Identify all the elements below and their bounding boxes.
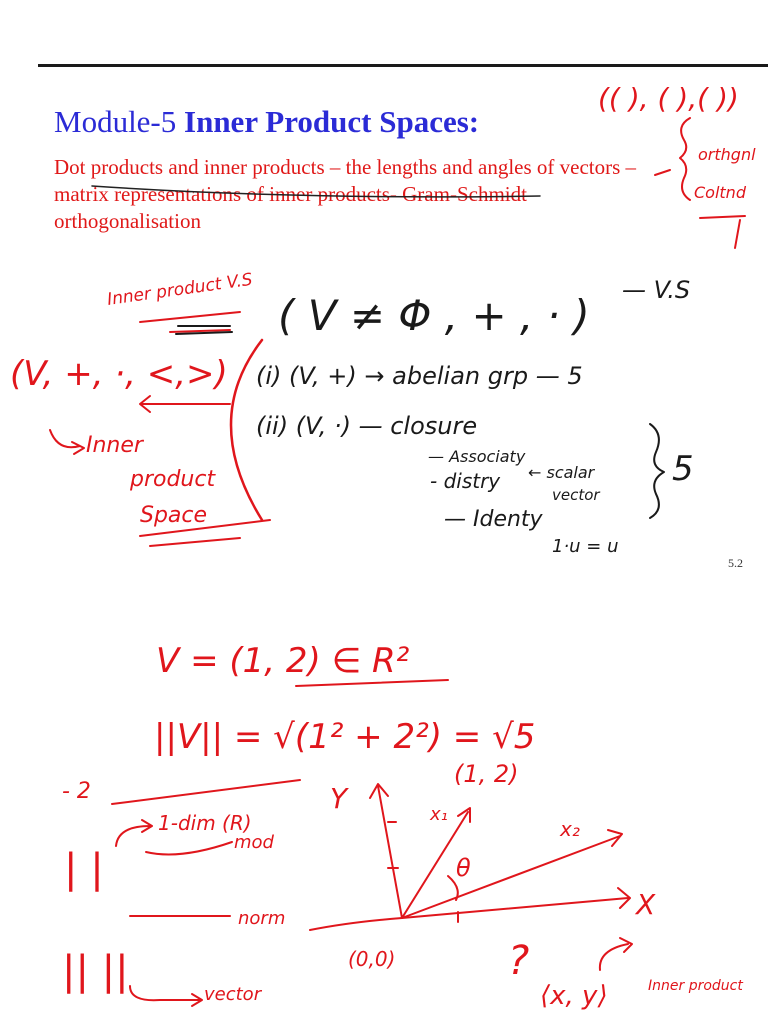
- anno-inner-prod: Inner product: [648, 978, 743, 994]
- slide-subtitle: Dot products and inner products – the lengths and angles of vectors – matrix representations of inner products- Gram-Schmidt orthogonalisation: [54, 155, 637, 233]
- anno-x2: x₂: [560, 817, 580, 841]
- title-prefix: Module-5: [54, 104, 185, 139]
- dash-line: [112, 780, 300, 804]
- anno-closure: (ii) (V, ·) — closure: [256, 412, 478, 440]
- anno-x1: x₁: [430, 804, 448, 825]
- anno-question: ?: [508, 938, 530, 984]
- arrow-one-dim: [116, 820, 152, 846]
- anno-vector-lbl: vector: [204, 984, 262, 1005]
- anno-pt12: (1, 2): [454, 760, 519, 788]
- anno-y-lbl: Y: [330, 782, 348, 815]
- anno-mod: mod: [234, 832, 274, 853]
- x-axis: [310, 888, 630, 930]
- anno-one-dim: 1-dim (R): [158, 811, 252, 835]
- y-axis: [370, 784, 402, 918]
- anno-theta: θ: [456, 854, 471, 882]
- anno-abelian: (i) (V, +) → abelian grp — 5: [256, 362, 583, 390]
- sqrt-line: [296, 680, 448, 686]
- title-divider: [38, 64, 768, 67]
- anno-minus-two: - 2: [62, 779, 91, 804]
- anno-vector: vector: [552, 486, 600, 504]
- page-number: 5.2: [728, 556, 743, 570]
- anno-norm-def: ||V|| = √(1² + 2²) = √5: [154, 717, 536, 757]
- anno-norm-bars: || ||: [62, 948, 129, 994]
- vector-x1: [402, 808, 470, 918]
- vector-x2: [402, 830, 622, 918]
- anno-orthogonal: orthgnl: [698, 145, 756, 164]
- arrow-mod: [146, 842, 232, 854]
- anno-one-u: 1·u = u: [552, 536, 619, 557]
- angle-arc: [448, 876, 458, 900]
- anno-ips-1: Inner: [86, 433, 143, 458]
- anno-assoc: — Associaty: [428, 447, 526, 466]
- anno-bracket-xy: ⟨x, y⟩: [540, 981, 608, 1011]
- axis-ticks: [388, 822, 458, 922]
- anno-abs-bars: | |: [64, 846, 104, 892]
- anno-origin: (0,0): [348, 947, 396, 971]
- anno-scalar: ← scalar: [528, 463, 595, 482]
- title-bold: Inner Product Spaces:: [184, 104, 480, 139]
- arrow-inner-prod: [600, 938, 632, 970]
- slide-title: [54, 104, 479, 140]
- anno-inner-tuple: (V, +, ·, <,>): [10, 354, 228, 394]
- anno-vs-label: — V.S: [622, 276, 691, 304]
- anno-distr: - distry: [430, 469, 501, 493]
- anno-five: 5: [672, 449, 694, 489]
- anno-tuple-top: ( V ≠ Φ , + , · ): [278, 291, 590, 340]
- arrow-vector: [130, 986, 202, 1006]
- anno-identity: — Identy: [444, 507, 543, 532]
- anno-inner-product-vs: Inner product V.S: [105, 269, 254, 310]
- anno-norm: norm: [238, 908, 286, 929]
- anno-collected: Coltnd: [694, 183, 746, 202]
- anno-ips-2: product: [130, 467, 216, 492]
- anno-x-lbl: X: [636, 888, 656, 921]
- anno-ips-3: Space: [140, 503, 208, 528]
- anno-v-def: V = (1, 2) ∈ R²: [156, 641, 410, 681]
- anno-top-right: (( ), ( ),( )): [598, 82, 739, 115]
